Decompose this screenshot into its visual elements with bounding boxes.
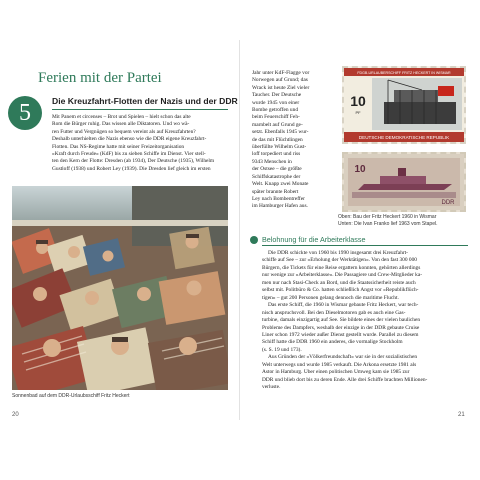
text-line: Jahr unter KdF-Flagge vor: [252, 70, 310, 76]
text-line: marnbelt auf Grund ge-: [252, 121, 303, 128]
chapter-title: Ferien mit der Partei: [38, 70, 162, 86]
stamp-value: 10: [350, 93, 366, 109]
text-line: Gustloff (1938) und Robert Ley (1939). Die Dresden lief gleich im ersten: [52, 165, 211, 172]
right-column-text: [252, 70, 334, 211]
text-line: Aus Gründen der »Völkerfreundschaft« war sie in der sozialistischen: [268, 354, 418, 361]
text-line: nur wenige zur »Arbeiterklasse«. Die Passagiere und Crew-Mitglieder ka-: [262, 272, 423, 279]
text-line: Deshalb unterhielten die Nazis ebenso wie die DDR eigene Kreuzfahrt-: [52, 136, 207, 143]
text-line: Bombe getroffen und: [252, 107, 299, 114]
text-line: wurde 1945 von einer: [252, 99, 300, 106]
text-line: schiffe auf See – zur »Erholung der Werktätigen«. Von den fast 300 000: [262, 257, 418, 264]
page-gutter: [239, 40, 240, 420]
text-line: Rom die Bürger ruhig. Das wissen alle Diktatoren. Und wo wä-: [52, 121, 190, 128]
text-line: Welt. Knapp zwei Monate: [252, 181, 309, 188]
stamp-currency: PF: [355, 110, 361, 115]
text-line: Bürgern, die Tickets für eine Reise ergattern konnten, gehörten allerdings: [262, 264, 421, 271]
stamp-caption-bottom: Unten: Die Ivan Franko lief 1963 vom Stapel.: [338, 221, 438, 227]
text-line: Das erste Schiff, die 1960 in Wismar gebaute Fritz Heckert, war tech-: [268, 302, 419, 309]
chapter-subheading: Die Kreuzfahrt-Flotten der Nazis und der DDR: [52, 96, 238, 106]
text-line: de das mit Flüchtlingen: [252, 136, 303, 143]
stamp-captions: [338, 214, 438, 228]
section-bullet-icon: [250, 236, 258, 244]
text-line: Norwegen auf Grund; das: [252, 77, 308, 84]
text-line: Taucher. Der Deutsche: [252, 92, 302, 99]
text-line: ten den Kern der Flotte: Dresden (ab 1934), Der Deutsche (1935), Wilhelm: [52, 158, 215, 165]
text-line: Ley nach Bombentreffer: [252, 195, 305, 202]
text-line: verluste.: [262, 384, 281, 391]
page-number-right: 21: [458, 412, 465, 418]
stamp2-value: 10: [354, 164, 366, 175]
chapter-number-badge: [8, 96, 42, 130]
text-line: nisch anspruchsvoll. Bei den Dieselmotoren gab es auch eine Gas-: [262, 309, 406, 316]
stamp-fritz-heckert: [342, 66, 466, 144]
stamp-ivan-franko: [342, 152, 466, 212]
text-line: ren Futter und Vergnügen so bequem vereint als auf Kreuzfahrten?: [52, 128, 196, 135]
section-heading: Belohnung für die Arbeiterklasse: [262, 235, 366, 244]
text-line: Astor in Hamburg. Über einen politischen Umweg kam sie 1985 zur: [262, 369, 410, 376]
text-line: 9343 Menschen in: [252, 158, 292, 165]
text-line: Liner schon 1972 wieder außer Dienst gestellt wurde. Parallel zu diesem: [262, 331, 419, 338]
text-line: Probleme des Dampfers, weshalb der einzige in der DDR gebaute Cruise: [262, 324, 420, 331]
text-line: men nur nach Stasi-Check an Bord, und die Staatssicherheit reiste auch: [262, 279, 416, 286]
subheading-rule: [52, 109, 228, 110]
stamp-fritz-heckert-illustration: [344, 68, 464, 142]
text-line: turbine, damals einzigartig auf See. Sie bildete eines der vielen baulichen: [262, 317, 421, 324]
chapter-number: 5: [19, 100, 31, 126]
left-body-text: [52, 114, 228, 173]
text-line: selbst mit. Politbüro & Co. hatten schließlich Angst vor »Republikflüch-: [262, 287, 419, 294]
right-body-text: [262, 250, 468, 392]
section-rule: [262, 245, 468, 246]
text-line: Die DDR schickte von 1960 bis 1990 insgesamt drei Kreuzfahrt-: [268, 250, 408, 256]
text-line: Welt unterwegs und wurde 1985 verkauft. Die Arkona ersetzte 1981 als: [262, 361, 417, 368]
stamp-caption-top: Oben: Bau der Fritz Heckert 1960 in Wismar: [338, 214, 437, 220]
text-line: Flotten. Das NS-Regime hatte mit seiner Freizeitorganisation: [52, 143, 185, 150]
text-line: der Ostsee – die größte: [252, 166, 302, 173]
text-line: DDR und blieb dort bis zu deren Ende. Alle drei Schiffe brachten Millionen-: [262, 376, 428, 383]
stamp-ivan-franko-illustration: [344, 154, 464, 210]
page-number-left: 20: [12, 412, 19, 418]
text-line: »Kraft durch Freude« (KdF) bis zu sieben Schiffe im Dienst. Vier stell-: [52, 151, 206, 158]
stamp-country: DEUTSCHE DEMOKRATISCHE REPUBLIK: [358, 135, 450, 140]
text-line: Schiffskatastrophe der: [252, 173, 301, 180]
photo-illustration: [12, 186, 228, 390]
text-line: überfüllte Wilhelm Gust-: [252, 144, 307, 151]
deck-sunbathing-photo: [12, 186, 228, 390]
text-line: später brannte Robert: [252, 188, 299, 195]
text-line: beim Feuerschiff Feh-: [252, 114, 300, 121]
text-line: Mit Panem et circenses – Brot und Spielen – hielt schon das alte: [52, 114, 191, 120]
text-line: (s. S. 19 und 173).: [262, 346, 302, 353]
text-line: Wrack ist heute Ziel vieler: [252, 84, 310, 91]
text-line: setzt. Ebenfalls 1945 wur-: [252, 129, 309, 136]
text-line: im Hamburger Hafen aus.: [252, 203, 308, 210]
photo-caption: Sonnenbad auf dem DDR-Urlaubsschiff Fritz Heckert: [12, 393, 130, 399]
stamp2-country: DDR: [441, 200, 455, 206]
text-line: tigen« – gut 200 Personen gelang dennoch die maritime Flucht.: [262, 294, 399, 301]
text-line: loff torpediert und riss: [252, 151, 301, 158]
text-line: Schiff hatte die DDR 1960 ein anderes, die vormalige Stockholm: [262, 339, 403, 346]
stamp-header: FDGB-URLAUBERSCHIFF FRITZ HECKERT IN WISMAR: [357, 71, 451, 75]
